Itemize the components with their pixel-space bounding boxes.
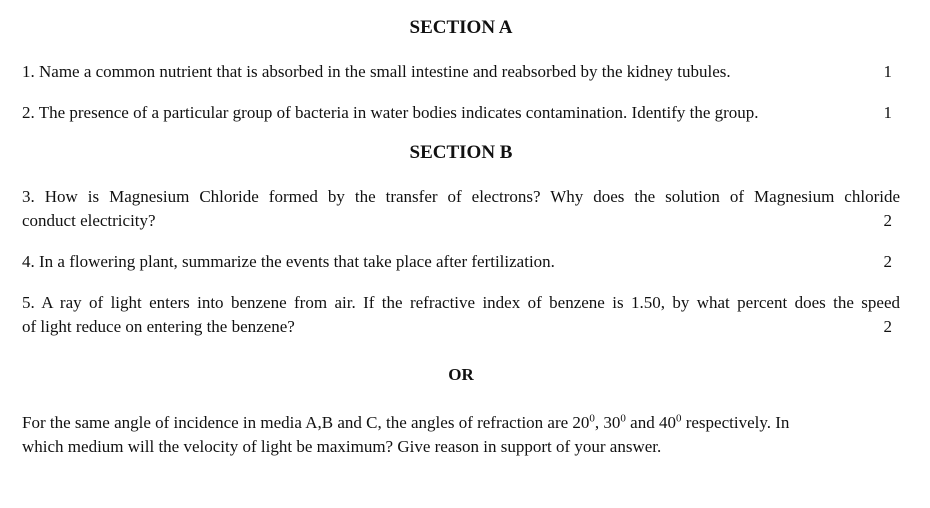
question-4-marks: 2 [883, 252, 892, 271]
question-3-line-1: 3. How is Magnesium Chloride formed by the transfer of electrons? Why does the solution of Magnesium chloride [22, 187, 900, 206]
degree-superscript-2: 0 [620, 412, 626, 425]
question-2-marks: 1 [883, 103, 892, 122]
question-2-text: 2. The presence of a particular group of bacteria in water bodies indicates contamination. Identify the group. [22, 103, 759, 122]
alt-text-part-4: respectively. In [681, 413, 790, 432]
question-2 [22, 101, 900, 125]
question-1 [22, 60, 900, 84]
alt-line-1 [22, 413, 789, 432]
question-5-alternative [22, 411, 900, 459]
question-1-text: 1. Name a common nutrient that is absorbed in the small intestine and reabsorbed by the kidney tubules. [22, 62, 731, 81]
section-b-heading: SECTION B [409, 142, 513, 163]
question-5-line-1: 5. A ray of light enters into benzene from air. If the refractive index of benzene is 1.50, by what percent does the speed [22, 293, 900, 312]
degree-superscript-3: 0 [675, 412, 682, 425]
question-3 [22, 185, 900, 233]
question-4-text: 4. In a flowering plant, summarize the events that take place after fertilization. [22, 252, 555, 271]
question-5-text [22, 291, 900, 339]
or-divider: OR [448, 365, 474, 384]
degree-superscript-1: 0 [589, 412, 595, 425]
alt-text-part-3: and 40 [625, 413, 676, 432]
question-3-marks: 2 [883, 211, 892, 230]
question-3-line-2: conduct electricity? [22, 211, 156, 230]
alt-line-2: which medium will the velocity of light be maximum? Give reason in support of your answer. [22, 437, 662, 456]
question-5 [22, 291, 900, 339]
question-4 [22, 250, 900, 274]
alt-text-part-1: For the same angle of incidence in media A,B and C, the angles of refraction are 20 [22, 413, 590, 432]
question-3-text [22, 185, 900, 233]
section-a-heading: SECTION A [409, 17, 513, 38]
alt-text-part-2: , 30 [594, 413, 621, 432]
question-5-alternative-text [22, 411, 900, 459]
question-5-marks: 2 [883, 317, 892, 336]
question-1-marks: 1 [883, 62, 892, 81]
question-5-line-2: of light reduce on entering the benzene? [22, 317, 295, 336]
